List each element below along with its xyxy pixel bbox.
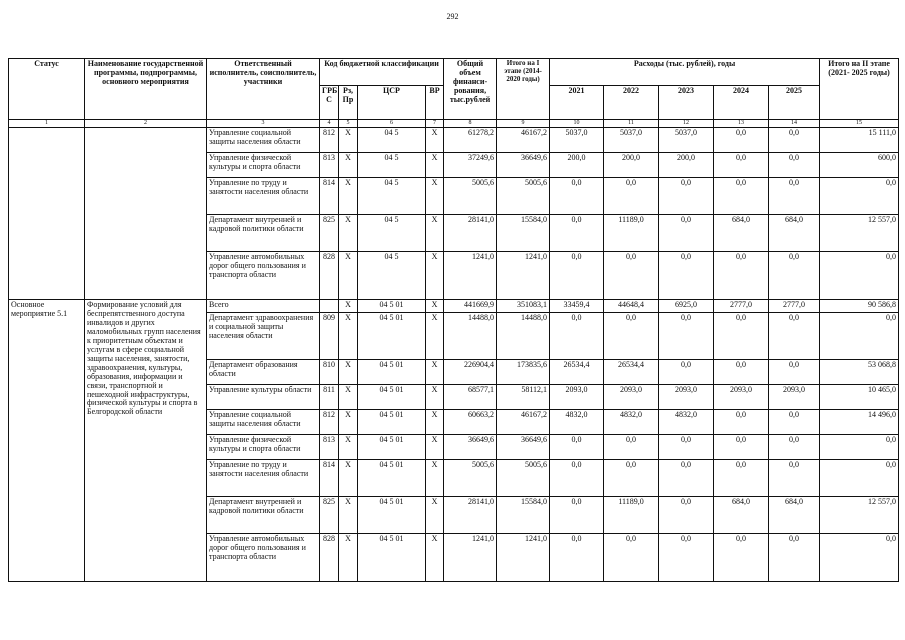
y2021-cell: 0,0	[550, 497, 604, 534]
executor-cell: Управление автомобильных дорог общего пользования и транспорта области	[207, 252, 320, 300]
stage2-total-cell: 53 068,8	[820, 360, 899, 385]
total-financing-cell: 28141,0	[444, 497, 497, 534]
grbs-cell: 812	[320, 128, 339, 153]
y2022-cell: 2093,0	[604, 385, 659, 410]
total-financing-cell: 1241,0	[444, 252, 497, 300]
rz-pr-cell: X	[339, 534, 358, 582]
stage1-total-cell: 5005,6	[497, 178, 550, 215]
rz-pr-cell: X	[339, 460, 358, 497]
y2023-cell: 0,0	[659, 252, 714, 300]
stage2-total-cell: 12 557,0	[820, 215, 899, 252]
column-number: 13	[714, 120, 769, 128]
y2024-cell: 0,0	[714, 534, 769, 582]
total-financing-cell: 60663,2	[444, 410, 497, 435]
total-financing-cell: 1241,0	[444, 534, 497, 582]
stage1-total-cell: 15584,0	[497, 215, 550, 252]
csr-cell: 04 5	[358, 178, 426, 215]
vr-cell: X	[426, 313, 444, 360]
y2023-cell: 2093,0	[659, 385, 714, 410]
stage1-total-cell: 15584,0	[497, 497, 550, 534]
executor-cell: Всего	[207, 300, 320, 313]
y2021-cell: 0,0	[550, 534, 604, 582]
csr-cell: 04 5	[358, 215, 426, 252]
grbs-cell: 812	[320, 410, 339, 435]
csr-cell: 04 5 01	[358, 410, 426, 435]
executor-cell: Управление автомобильных дорог общего пользования и транспорта области	[207, 534, 320, 582]
column-number: 12	[659, 120, 714, 128]
executor-cell: Управление физической культуры и спорта области	[207, 435, 320, 460]
column-number: 3	[207, 120, 320, 128]
total-financing-cell: 68577,1	[444, 385, 497, 410]
total-financing-cell: 28141,0	[444, 215, 497, 252]
total-financing-cell: 36649,6	[444, 435, 497, 460]
y2022-cell: 5037,0	[604, 128, 659, 153]
vr-cell: X	[426, 178, 444, 215]
rz-pr-cell: X	[339, 252, 358, 300]
y2021-cell: 0,0	[550, 313, 604, 360]
column-number: 9	[497, 120, 550, 128]
vr-cell: X	[426, 153, 444, 178]
y2023-cell: 4832,0	[659, 410, 714, 435]
y2021-cell: 0,0	[550, 215, 604, 252]
y2022-cell: 26534,4	[604, 360, 659, 385]
grbs-cell: 814	[320, 178, 339, 215]
y2023-cell: 0,0	[659, 360, 714, 385]
header-2022: 2022	[604, 86, 659, 120]
grbs-cell: 814	[320, 460, 339, 497]
y2024-cell: 0,0	[714, 178, 769, 215]
executor-cell: Департамент внутренней и кадровой политики области	[207, 215, 320, 252]
table-header	[9, 59, 899, 128]
y2025-cell: 2777,0	[769, 300, 820, 313]
y2025-cell: 0,0	[769, 153, 820, 178]
executor-cell: Департамент здравоохранения и социальной защиты населения области	[207, 313, 320, 360]
executor-cell: Управление социальной защиты населения области	[207, 410, 320, 435]
budget-table	[8, 58, 899, 582]
header-stage1-total: Итого на I этапе (2014-2020 годы)	[497, 59, 550, 120]
y2025-cell: 0,0	[769, 313, 820, 360]
y2021-cell: 26534,4	[550, 360, 604, 385]
y2021-cell: 0,0	[550, 252, 604, 300]
y2025-cell: 2093,0	[769, 385, 820, 410]
stage2-total-cell: 0,0	[820, 313, 899, 360]
vr-cell: X	[426, 252, 444, 300]
y2022-cell: 44648,4	[604, 300, 659, 313]
y2024-cell: 0,0	[714, 128, 769, 153]
y2024-cell: 0,0	[714, 435, 769, 460]
header-status: Статус	[9, 59, 85, 120]
y2022-cell: 0,0	[604, 435, 659, 460]
grbs-cell	[320, 300, 339, 313]
grbs-cell: 813	[320, 435, 339, 460]
stage1-total-cell: 36649,6	[497, 153, 550, 178]
header-program: Наименование государственной программы, подпрограммы, основного мероприятия	[85, 59, 207, 120]
stage2-total-cell: 12 557,0	[820, 497, 899, 534]
y2024-cell: 0,0	[714, 252, 769, 300]
y2023-cell: 0,0	[659, 178, 714, 215]
stage1-total-cell: 36649,6	[497, 435, 550, 460]
stage1-total-cell: 46167,2	[497, 128, 550, 153]
y2025-cell: 0,0	[769, 252, 820, 300]
table-body	[9, 128, 899, 582]
header-vr: ВР	[426, 86, 444, 120]
vr-cell: X	[426, 300, 444, 313]
y2022-cell: 0,0	[604, 460, 659, 497]
y2022-cell: 11189,0	[604, 215, 659, 252]
grbs-cell: 828	[320, 534, 339, 582]
stage1-total-cell: 173835,6	[497, 360, 550, 385]
rz-pr-cell: X	[339, 153, 358, 178]
y2024-cell: 2777,0	[714, 300, 769, 313]
total-financing-cell: 5005,6	[444, 178, 497, 215]
y2024-cell: 0,0	[714, 153, 769, 178]
y2022-cell: 4832,0	[604, 410, 659, 435]
y2023-cell: 0,0	[659, 435, 714, 460]
rz-pr-cell: X	[339, 178, 358, 215]
stage2-total-cell: 10 465,0	[820, 385, 899, 410]
column-number: 8	[444, 120, 497, 128]
header-stage2-total: Итого на II этапе (2021- 2025 годы)	[820, 59, 899, 120]
csr-cell: 04 5 01	[358, 385, 426, 410]
executor-cell: Управление по труду и занятости населения области	[207, 460, 320, 497]
csr-cell: 04 5 01	[358, 360, 426, 385]
grbs-cell: 811	[320, 385, 339, 410]
header-2021: 2021	[550, 86, 604, 120]
y2025-cell: 684,0	[769, 215, 820, 252]
column-number: 2	[85, 120, 207, 128]
y2021-cell: 5037,0	[550, 128, 604, 153]
total-financing-cell: 37249,6	[444, 153, 497, 178]
rz-pr-cell: X	[339, 215, 358, 252]
csr-cell: 04 5 01	[358, 435, 426, 460]
y2025-cell: 0,0	[769, 534, 820, 582]
csr-cell: 04 5 01	[358, 534, 426, 582]
y2022-cell: 11189,0	[604, 497, 659, 534]
y2025-cell: 0,0	[769, 410, 820, 435]
y2024-cell: 2093,0	[714, 385, 769, 410]
y2022-cell: 0,0	[604, 252, 659, 300]
stage1-total-cell: 14488,0	[497, 313, 550, 360]
rz-pr-cell: X	[339, 128, 358, 153]
vr-cell: X	[426, 410, 444, 435]
grbs-cell: 809	[320, 313, 339, 360]
y2025-cell: 684,0	[769, 497, 820, 534]
y2024-cell: 684,0	[714, 215, 769, 252]
executor-cell: Департамент внутренней и кадровой политики области	[207, 497, 320, 534]
grbs-cell: 825	[320, 497, 339, 534]
stage1-total-cell: 1241,0	[497, 252, 550, 300]
y2025-cell: 0,0	[769, 178, 820, 215]
column-number: 1	[9, 120, 85, 128]
stage1-total-cell: 1241,0	[497, 534, 550, 582]
y2025-cell: 0,0	[769, 128, 820, 153]
y2024-cell: 684,0	[714, 497, 769, 534]
executor-cell: Департамент образования области	[207, 360, 320, 385]
stage2-total-cell: 14 496,0	[820, 410, 899, 435]
header-grbs: ГРБ С	[320, 86, 339, 120]
y2025-cell: 0,0	[769, 435, 820, 460]
table-row	[9, 300, 899, 313]
y2021-cell: 0,0	[550, 460, 604, 497]
y2022-cell: 0,0	[604, 313, 659, 360]
stage2-total-cell: 0,0	[820, 252, 899, 300]
total-financing-cell: 441669,9	[444, 300, 497, 313]
total-financing-cell: 14488,0	[444, 313, 497, 360]
y2021-cell: 0,0	[550, 178, 604, 215]
rz-pr-cell: X	[339, 410, 358, 435]
y2021-cell: 4832,0	[550, 410, 604, 435]
grbs-cell: 825	[320, 215, 339, 252]
rz-pr-cell: X	[339, 360, 358, 385]
column-number: 15	[820, 120, 899, 128]
y2023-cell: 6925,0	[659, 300, 714, 313]
column-number: 7	[426, 120, 444, 128]
header-2025: 2025	[769, 86, 820, 120]
stage2-total-cell: 0,0	[820, 435, 899, 460]
y2024-cell: 0,0	[714, 313, 769, 360]
stage1-total-cell: 5005,6	[497, 460, 550, 497]
rz-pr-cell: X	[339, 313, 358, 360]
grbs-cell: 810	[320, 360, 339, 385]
y2024-cell: 0,0	[714, 360, 769, 385]
y2021-cell: 200,0	[550, 153, 604, 178]
stage2-total-cell: 15 111,0	[820, 128, 899, 153]
y2022-cell: 200,0	[604, 153, 659, 178]
y2023-cell: 0,0	[659, 313, 714, 360]
y2022-cell: 0,0	[604, 178, 659, 215]
csr-cell: 04 5 01	[358, 460, 426, 497]
rz-pr-cell: X	[339, 300, 358, 313]
vr-cell: X	[426, 435, 444, 460]
executor-cell: Управление социальной защиты населения области	[207, 128, 320, 153]
stage1-total-cell: 58112,1	[497, 385, 550, 410]
csr-cell: 04 5	[358, 153, 426, 178]
grbs-cell: 813	[320, 153, 339, 178]
y2025-cell: 0,0	[769, 360, 820, 385]
header-2023: 2023	[659, 86, 714, 120]
column-number: 11	[604, 120, 659, 128]
page-number: 292	[446, 12, 459, 21]
y2024-cell: 0,0	[714, 460, 769, 497]
header-rz-pr: Рз, Пр	[339, 86, 358, 120]
y2023-cell: 200,0	[659, 153, 714, 178]
csr-cell: 04 5 01	[358, 313, 426, 360]
y2021-cell: 0,0	[550, 435, 604, 460]
vr-cell: X	[426, 360, 444, 385]
vr-cell: X	[426, 497, 444, 534]
stage1-total-cell: 46167,2	[497, 410, 550, 435]
vr-cell: X	[426, 534, 444, 582]
column-number: 6	[358, 120, 426, 128]
executor-cell: Управление культуры области	[207, 385, 320, 410]
vr-cell: X	[426, 385, 444, 410]
status-cell: Основное мероприятие 5.1	[9, 300, 85, 582]
stage2-total-cell: 90 586,8	[820, 300, 899, 313]
stage2-total-cell: 0,0	[820, 460, 899, 497]
total-financing-cell: 61278,2	[444, 128, 497, 153]
y2021-cell: 2093,0	[550, 385, 604, 410]
column-number: 5	[339, 120, 358, 128]
header-2024: 2024	[714, 86, 769, 120]
vr-cell: X	[426, 215, 444, 252]
column-number: 14	[769, 120, 820, 128]
csr-cell: 04 5	[358, 252, 426, 300]
rz-pr-cell: X	[339, 497, 358, 534]
rz-pr-cell: X	[339, 435, 358, 460]
stage1-total-cell: 351083,1	[497, 300, 550, 313]
header-total-financing: Общий объем финанси- рования, тыс.рублей	[444, 59, 497, 120]
stage2-total-cell: 0,0	[820, 534, 899, 582]
program-cell: Формирование условий для беспрепятственного доступа инвалидов и других маломобильных групп населения к приоритетным объектам и услугам в сфере социальной защиты населения, занятости, здравоохранения, культуры, образования, информации и связи, транспортной и пешеходной инфраструктуры, физической культуры и спорта в Белгородской области	[85, 300, 207, 582]
total-financing-cell: 226904,4	[444, 360, 497, 385]
csr-cell: 04 5 01	[358, 300, 426, 313]
y2021-cell: 33459,4	[550, 300, 604, 313]
total-financing-cell: 5005,6	[444, 460, 497, 497]
stage2-total-cell: 600,0	[820, 153, 899, 178]
y2023-cell: 5037,0	[659, 128, 714, 153]
table-row	[9, 128, 899, 153]
header-budget-code: Код бюджетной классификации	[320, 59, 444, 86]
csr-cell: 04 5 01	[358, 497, 426, 534]
column-number: 10	[550, 120, 604, 128]
header-expenses: Расходы (тыс. рублей), годы	[550, 59, 820, 86]
executor-cell: Управление физической культуры и спорта области	[207, 153, 320, 178]
csr-cell: 04 5	[358, 128, 426, 153]
y2024-cell: 0,0	[714, 410, 769, 435]
rz-pr-cell: X	[339, 385, 358, 410]
stage2-total-cell: 0,0	[820, 178, 899, 215]
header-csr: ЦСР	[358, 86, 426, 120]
header-executor: Ответственный исполнитель, соисполнитель, участники	[207, 59, 320, 120]
y2023-cell: 0,0	[659, 534, 714, 582]
status-cell	[9, 128, 85, 300]
column-number: 4	[320, 120, 339, 128]
y2023-cell: 0,0	[659, 215, 714, 252]
program-cell	[85, 128, 207, 300]
executor-cell: Управление по труду и занятости населения области	[207, 178, 320, 215]
y2023-cell: 0,0	[659, 497, 714, 534]
y2025-cell: 0,0	[769, 460, 820, 497]
vr-cell: X	[426, 460, 444, 497]
y2022-cell: 0,0	[604, 534, 659, 582]
vr-cell: X	[426, 128, 444, 153]
column-numbers-row	[9, 120, 899, 128]
y2023-cell: 0,0	[659, 460, 714, 497]
grbs-cell: 828	[320, 252, 339, 300]
